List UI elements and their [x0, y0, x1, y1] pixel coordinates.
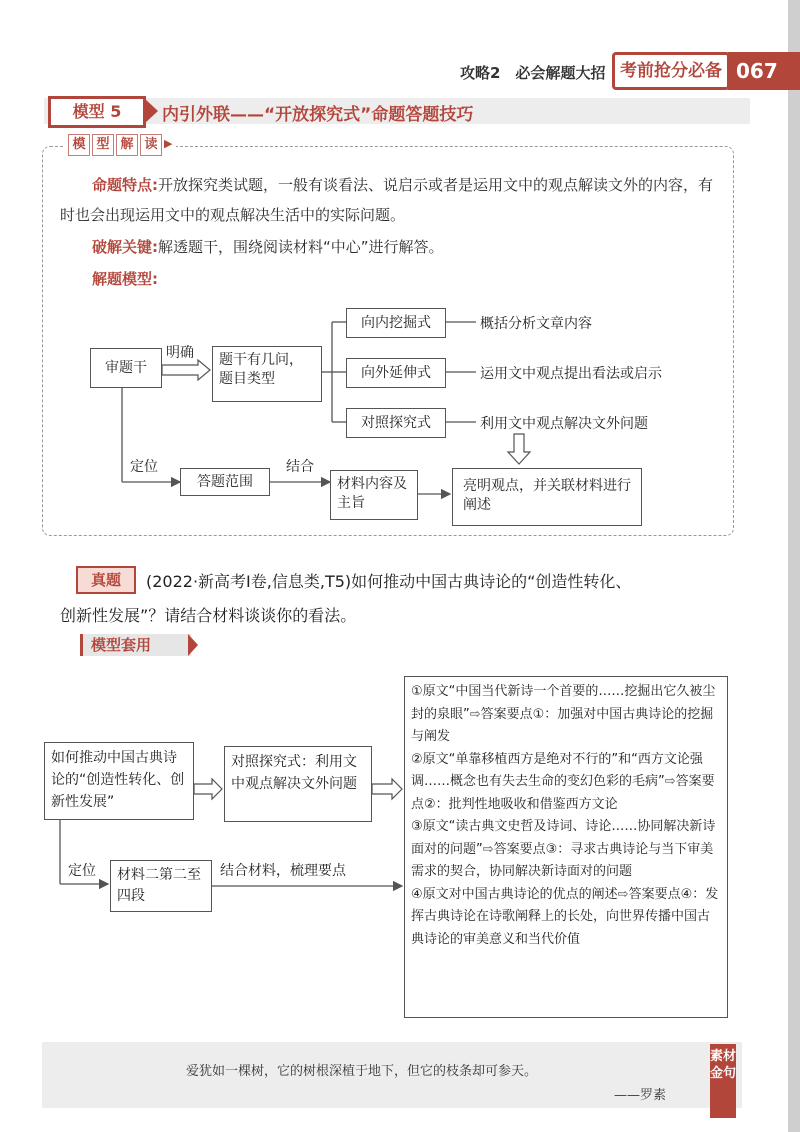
hollow-arrow-icon: ⇨ — [617, 886, 629, 902]
feature-text: 开放探究类试题，一般有谈看法、说启示或者是运用文中的观点解读文外的内容，有时也会出现运用文中的观点解决生活中的实际问题。 — [60, 176, 714, 224]
question-tag: 真题 — [76, 566, 136, 594]
type3-desc: 利用文中观点解决文外问题 — [480, 416, 648, 432]
quote-author: ——罗素 — [614, 1088, 667, 1103]
mingque-label: 明确 — [166, 345, 194, 361]
point-source: ④原文对中国古典诗论的优点的阐述 — [411, 886, 618, 902]
cailiao-box: 材料内容及主旨 — [330, 470, 418, 520]
combine-label: 结合材料，梳理要点 — [220, 863, 346, 879]
model-label: 解题模型: — [92, 270, 158, 288]
quote-text: 爱犹如一棵树，它的树根深植于地下，但它的枝条却可参天。 — [186, 1064, 538, 1079]
header-tag: 考前抢分必备 — [612, 52, 730, 90]
point-answer: 答案要点④：发挥古典诗论在诗歌阐释上的长处，向世界传播中国古典诗论的审美意义和当代价值 — [411, 886, 719, 947]
answer-point — [411, 749, 721, 817]
point-source: ③原文“读古典文史哲及诗词、诗论……协同解决新诗面对的问题” — [411, 819, 716, 857]
hollow-arrow-icon: ⇨ — [469, 706, 481, 722]
section-header: 攻略2 必会解题大招 — [460, 64, 606, 82]
type3-box: 对照探究式 — [346, 408, 446, 438]
subheading-char: 模 — [68, 134, 90, 156]
model-tag: 模型 5 — [48, 96, 146, 128]
type1-desc: 概括分析文章内容 — [480, 316, 592, 332]
type2-box: 向外延伸式 — [346, 358, 446, 388]
answer-points-box — [404, 676, 728, 1018]
type2-desc: 运用文中观点提出看法或启示 — [480, 366, 662, 382]
answer-point — [411, 681, 721, 749]
dingwei2-label: 定位 — [68, 863, 96, 879]
tigan-box: 题干有几问，题目类型 — [212, 346, 322, 402]
question-text-line2: 创新性发展”？请结合材料谈谈你的看法。 — [60, 606, 357, 625]
type-box: 对照探究式：利用文中观点解决文外问题 — [224, 746, 372, 822]
jiehe-label: 结合 — [286, 459, 314, 475]
point-source: ①原文“中国当代新诗一个首要的……挖掘出它久被尘封的泉眼” — [411, 684, 716, 722]
page-number: 067 — [728, 52, 800, 90]
subheading-char: 解 — [116, 134, 138, 156]
hollow-arrow-icon: ⇨ — [482, 841, 494, 857]
point-answer: 答案要点②：批判性地吸收和借鉴西方文论 — [411, 774, 715, 812]
question-text-line1: (2022·新高考Ⅰ卷,信息类,T5)如何推动中国古典诗论的“创造性转化、 — [146, 572, 632, 591]
shenti-box: 审题干 — [90, 348, 162, 388]
type1-box: 向内挖掘式 — [346, 308, 446, 338]
subheading-arrow-icon: ▶ — [164, 137, 173, 150]
question-box: 如何推动中国古典诗论的“创造性转化、创新性发展” — [44, 742, 194, 820]
model-title: 内引外联——“开放探究式”命题答题技巧 — [162, 105, 474, 125]
answer-point — [411, 816, 721, 884]
application-arrow-icon — [188, 634, 198, 656]
quote-badge: 素材金句 — [710, 1044, 736, 1118]
material-box: 材料二第二至四段 — [110, 860, 212, 912]
dingwei-label: 定位 — [130, 459, 158, 475]
feature-label: 命题特点: — [92, 176, 158, 194]
subheading-char: 型 — [92, 134, 114, 156]
point-answer: 答案要点①：加强对中国古典诗论的挖掘与阐发 — [411, 706, 714, 744]
hollow-arrow-icon: ⇨ — [664, 774, 676, 789]
fanwei-box: 答题范围 — [180, 468, 270, 496]
answer-point — [411, 884, 721, 952]
point-source: ②原文“单靠移植西方是绝对不行的”和“西方文论强调……概念也有失去生命的变幻色彩的毛病” — [411, 751, 703, 789]
application-tag: 模型套用 — [80, 634, 191, 656]
key-label: 破解关键: — [92, 238, 158, 256]
key-text: 解透题干，围绕阅读材料“中心”进行解答。 — [158, 238, 444, 256]
subheading-char: 读 — [140, 134, 162, 156]
liangming-box: 亮明观点，并关联材料进行阐述 — [452, 468, 642, 526]
point-answer: 答案要点③：寻求古典诗论与当下审美需求的契合，协同解决新诗面对的问题 — [411, 841, 714, 879]
